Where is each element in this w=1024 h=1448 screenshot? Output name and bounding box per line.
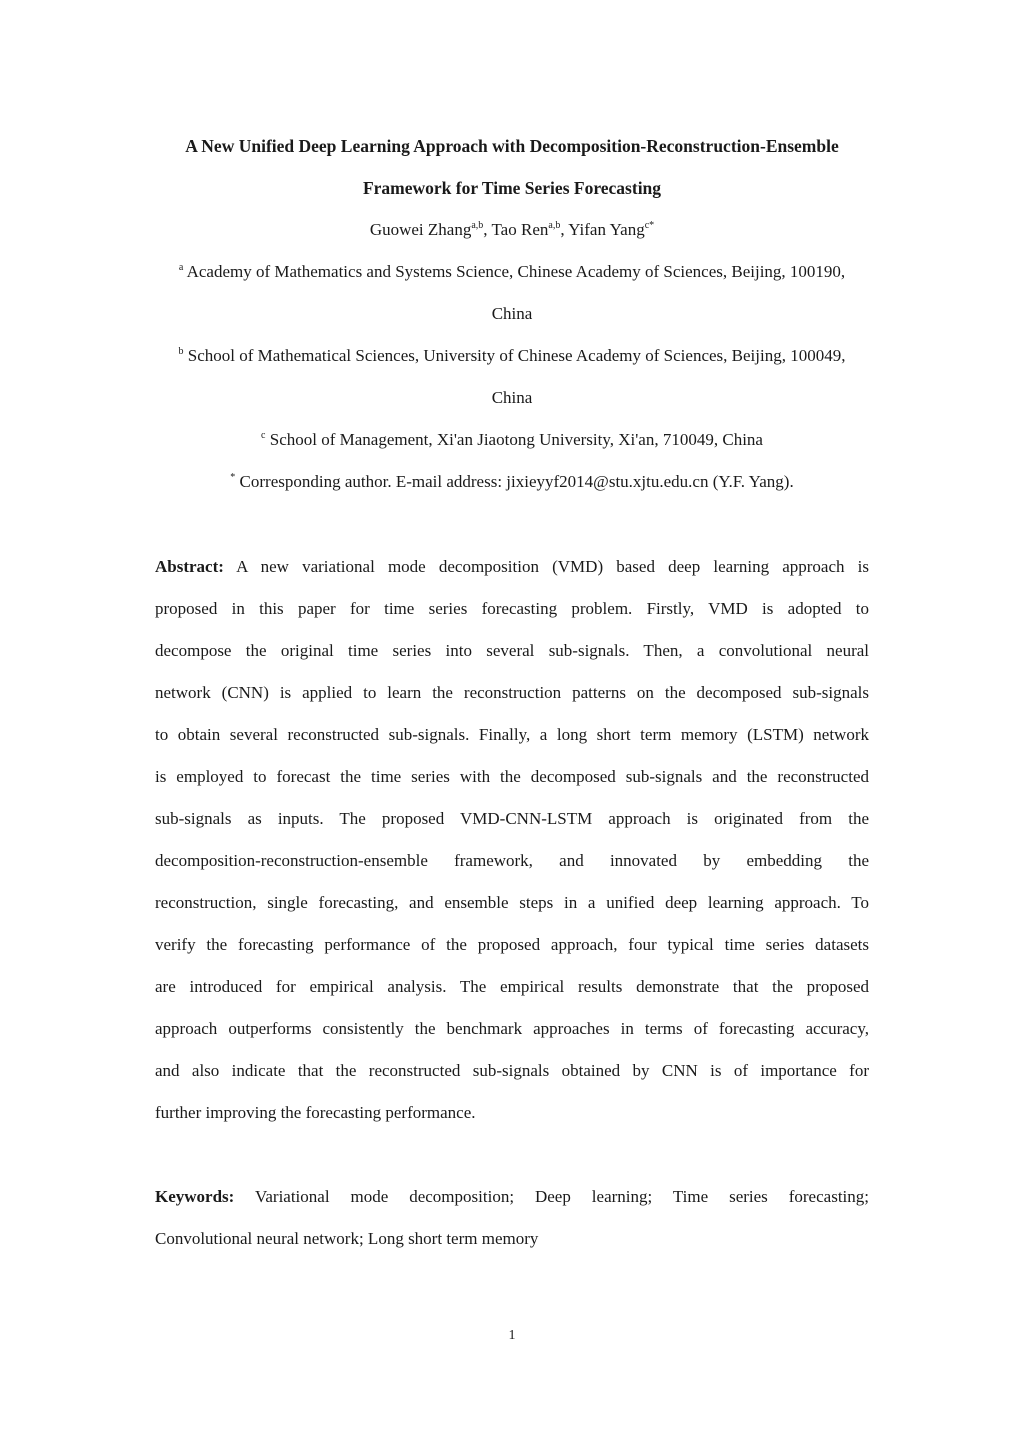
author-affiliation-mark: c*: [644, 220, 655, 231]
keywords-line: [155, 1176, 869, 1218]
keywords-line: Convolutional neural network; Long short term memory: [155, 1229, 539, 1248]
abstract-label: Abstract:: [155, 557, 224, 576]
affiliation-mark: c: [261, 430, 266, 441]
abstract-line: proposed in this paper for time series forecasting problem. Firstly, VMD is adopted to: [155, 599, 869, 618]
affiliation-c: [155, 429, 869, 451]
keywords-label: Keywords:: [155, 1187, 235, 1206]
abstract-line: network (CNN) is applied to learn the reconstruction patterns on the decomposed sub-signals: [155, 683, 869, 702]
corresponding-mark: *: [230, 472, 236, 483]
abstract-line: approach outperforms consistently the benchmark approaches in terms of forecasting accuracy,: [155, 1019, 869, 1038]
author-affiliation-mark: a,b: [548, 220, 561, 231]
author-name: Guowei Zhang: [369, 220, 472, 239]
abstract-line: reconstruction, single forecasting, and ensemble steps in a unified deep learning approach. To: [155, 893, 869, 912]
author-affiliation-mark: a,b: [471, 220, 484, 231]
abstract-line: sub-signals as inputs. The proposed VMD-CNN-LSTM approach is originated from the: [155, 809, 869, 828]
affiliation-text: Academy of Mathematics and Systems Science, Chinese Academy of Sciences, Beijing, 100190,: [186, 262, 846, 281]
corresponding-author-note: [155, 471, 869, 493]
author-name: Yifan Yang: [568, 220, 645, 239]
affiliation-mark: a: [178, 262, 184, 273]
affiliation-b-country: China: [491, 388, 533, 407]
abstract-line: and also indicate that the reconstructed sub-signals obtained by CNN is of importance for: [155, 1061, 869, 1080]
abstract-line: [155, 546, 869, 588]
abstract-line-text: A new variational mode decomposition (VMD) based deep learning approach is: [236, 557, 870, 576]
abstract-line: further improving the forecasting performance.: [155, 1103, 476, 1122]
abstract-line: to obtain several reconstructed sub-signals. Finally, a long short term memory (LSTM) network: [155, 725, 869, 744]
affiliation-text: School of Mathematical Sciences, University of Chinese Academy of Sciences, Beijing, 100049,: [187, 346, 846, 365]
paper-title-line-2: Framework for Time Series Forecasting: [362, 178, 662, 198]
page-number: 1: [508, 1328, 516, 1343]
abstract-line: is employed to forecast the time series with the decomposed sub-signals and the reconstructed: [155, 767, 869, 786]
author-separator: ,: [483, 220, 492, 239]
author-name: Tao Ren: [491, 220, 549, 239]
abstract-line: decomposition-reconstruction-ensemble framework, and innovated by embedding the: [155, 851, 869, 870]
abstract-line: verify the forecasting performance of the proposed approach, four typical time series datasets: [155, 935, 869, 954]
affiliation-text: School of Management, Xi'an Jiaotong University, Xi'an, 710049, China: [269, 430, 763, 449]
author-separator: ,: [560, 220, 569, 239]
paper-title-line-1: A New Unified Deep Learning Approach with Decomposition-Reconstruction-Ensemble: [185, 136, 839, 156]
affiliation-a: [155, 261, 869, 283]
abstract-line: are introduced for empirical analysis. The empirical results demonstrate that the proposed: [155, 977, 869, 996]
keywords-line-text: Variational mode decomposition; Deep learning; Time series forecasting;: [254, 1187, 869, 1206]
corresponding-text: Corresponding author. E-mail address: jixieyyf2014@stu.xjtu.edu.cn (Y.F. Yang).: [239, 472, 794, 491]
abstract-section: [155, 546, 869, 1134]
author-list: [155, 219, 869, 241]
affiliation-mark: b: [178, 346, 184, 357]
abstract-line: decompose the original time series into several sub-signals. Then, a convolutional neural: [155, 641, 869, 660]
keywords-section: [155, 1176, 869, 1260]
affiliation-b: [155, 345, 869, 367]
affiliation-a-country: China: [491, 304, 533, 323]
